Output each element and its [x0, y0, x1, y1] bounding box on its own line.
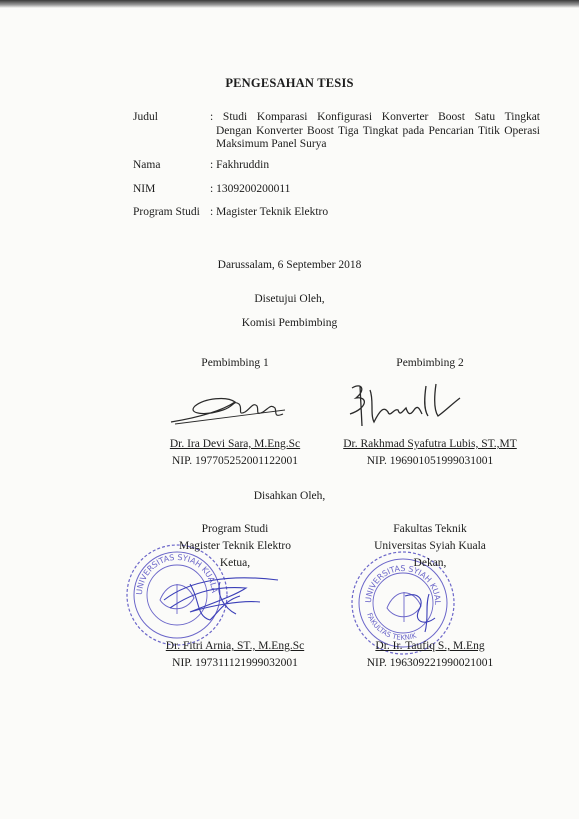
stamp-left-text: UNIVERSITAS SYIAH KUALA [134, 552, 220, 596]
left-org-2: Magister Teknik Elektro [178, 540, 292, 552]
signature-kaprodi [150, 560, 300, 630]
right-org-2: Universitas Syiah Kuala [374, 540, 486, 552]
place-date: Darussalam, 6 September 2018 [217, 259, 362, 271]
judul-line-1: : Studi Komparasi Konfigurasi Konverter Boost Satu Tingkat [210, 111, 540, 123]
nim-label: NIM [133, 183, 156, 195]
nama-label: Nama [133, 159, 161, 171]
document-title: PENGESAHAN TESIS [225, 76, 354, 90]
nim-value: : 1309200200011 [210, 183, 291, 195]
scan-edge [0, 0, 579, 8]
pembimbing-1-nip: NIP. 197705252001122001 [171, 455, 299, 467]
pembimbing-1-role: Pembimbing 1 [201, 357, 269, 369]
left-official-name: Dr. Fitri Arnia, ST., M.Eng.Sc [165, 640, 305, 652]
pembimbing-2-nip: NIP. 196901051999031001 [366, 455, 494, 467]
signature-dekan [395, 588, 455, 638]
pembimbing-2-name: Dr. Rakhmad Syafutra Lubis, ST.,MT [343, 438, 517, 450]
right-official-nip: NIP. 196309221990021001 [366, 657, 494, 669]
right-official-name: Dr. Ir. Taufiq S., M.Eng [375, 640, 485, 652]
judul-value [210, 111, 540, 152]
judul-line-2: Dengan Konverter Boost Tiga Tingkat pada Pencarian Titik Operasi [216, 124, 540, 137]
nama-value: : Fakhruddin [210, 159, 270, 171]
judul-line-3: Maksimum Panel Surya [216, 138, 327, 150]
left-org-1: Program Studi [201, 523, 269, 535]
stamp-right-text: UNIVERSITAS SYIAH KUALA [340, 541, 443, 606]
right-org-1: Fakultas Teknik [393, 523, 467, 535]
left-position: Ketua, [219, 557, 251, 569]
stamp-right-bottom-text: FAKULTAS TEKNIK [365, 611, 418, 642]
signature-pembimbing-1 [165, 388, 295, 428]
left-official-nip: NIP. 197311121999032001 [172, 657, 298, 669]
prodi-label: Program Studi [133, 206, 200, 218]
approved-by: Disetujui Oleh, [254, 293, 325, 305]
judul-label: Judul [133, 111, 158, 123]
pembimbing-2-role: Pembimbing 2 [396, 357, 464, 369]
pembimbing-1-name: Dr. Ira Devi Sara, M.Eng.Sc [169, 438, 301, 450]
validated-by: Disahkan Oleh, [253, 490, 326, 502]
signature-pembimbing-2 [340, 380, 470, 430]
committee-title: Komisi Pembimbing [241, 317, 338, 329]
prodi-value: : Magister Teknik Elektro [210, 206, 329, 218]
right-position: Dekan, [413, 557, 447, 569]
